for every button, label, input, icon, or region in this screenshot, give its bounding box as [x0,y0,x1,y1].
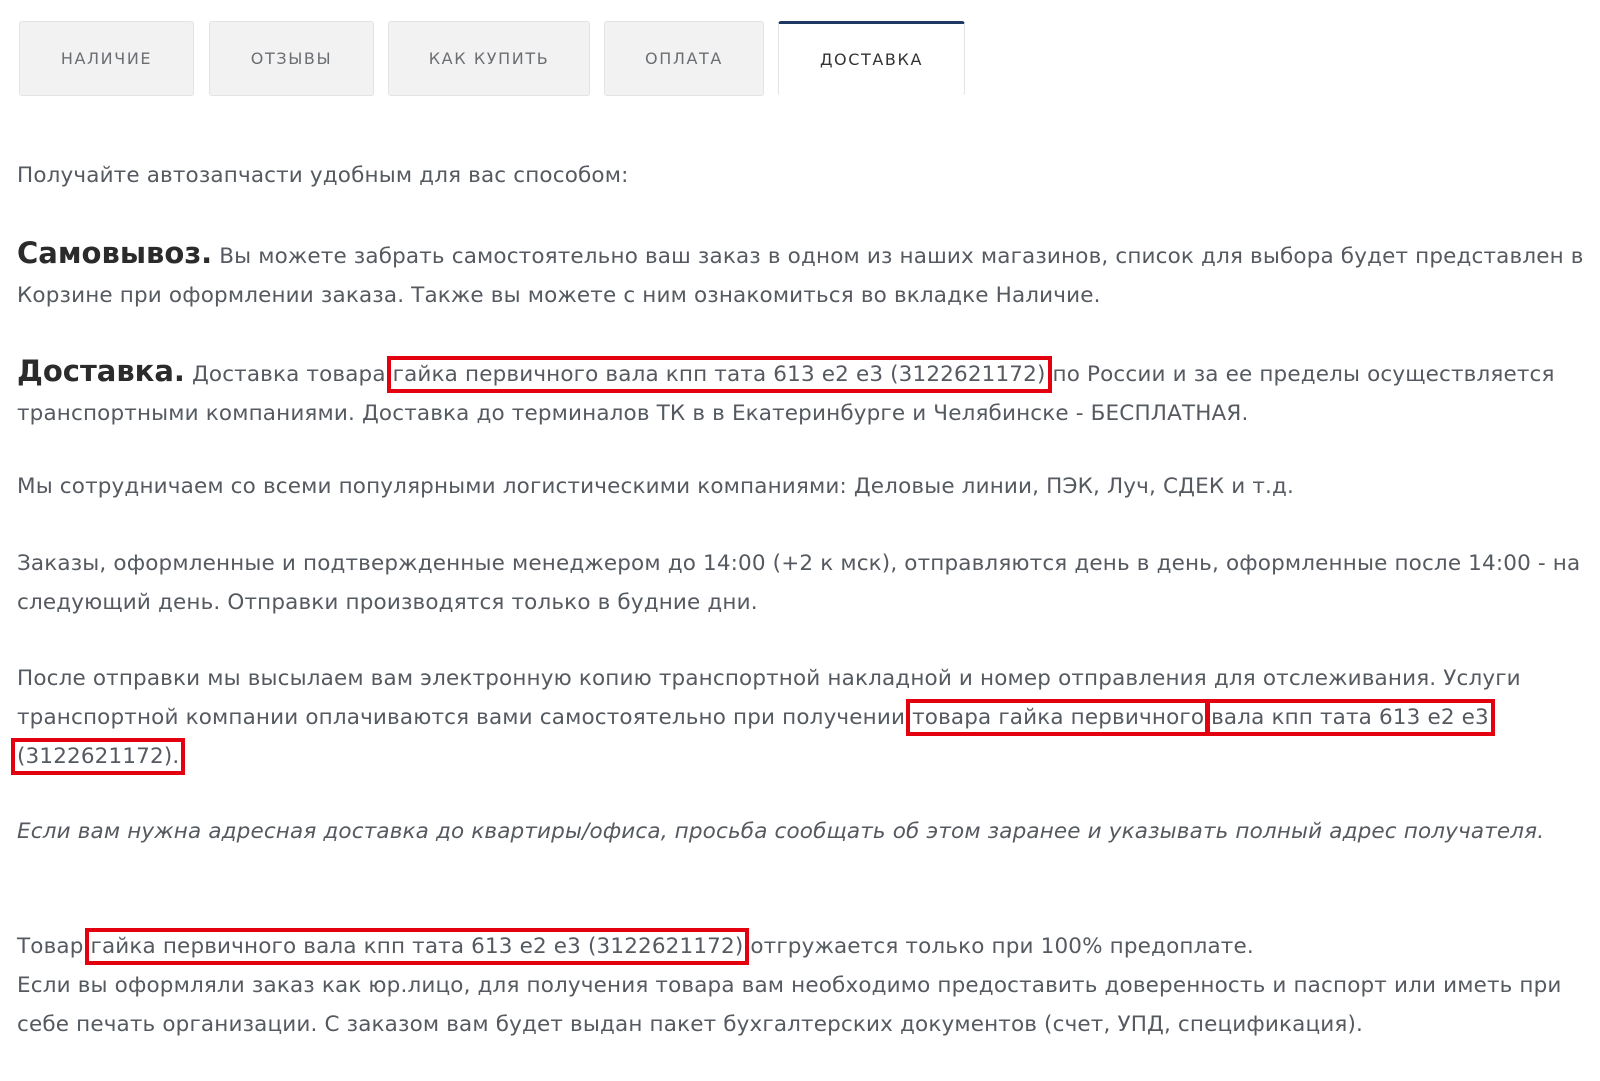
delivery-text-after: по России и за ее пределы осуществляется транспортными компаниями. Доставка до терминалов ТК в в Екатеринбурге и Челябинске - БЕСПЛАТНАЯ. [17,362,1555,426]
pickup-title: Самовывоз. [17,236,213,270]
delivery-product-highlight: гайка первичного вала кпп тата 613 е2 е3 (3122621172) [392,362,1046,387]
pickup-paragraph [17,234,1592,315]
after-shipping-text: После отправки мы высылаем вам электронную копию транспортной накладной и номер отправления для отслеживания. Услуги транспортной компании оплачиваются вами самостоятельно при получении [17,666,1521,730]
delivery-paragraph [17,352,1592,433]
prepayment-paragraph [17,927,1592,966]
partners-text: Мы сотрудничаем со всеми популярными логистическими компаниями: Деловые линии, ПЭК, Луч, СДЕК и т.д. [17,474,1295,499]
prepayment-product-highlight: гайка первичного вала кпп тата 613 е2 е3 (3122621172) [90,934,744,959]
legal-entity-text: Если вы оформляли заказ как юр.лицо, для получения товара вам необходимо предоставить доверенность и паспорт или иметь при себе печать организации. С заказом вам будет выдан пакет бухгалтерских документов (счет, УПД, спецификация). [17,973,1562,1037]
tab-reviews[interactable]: ОТЗЫВЫ [209,21,374,96]
address-delivery-note: Если вам нужна адресная доставка до квартиры/офиса, просьба сообщать об этом заранее и указывать полный адрес получателя. [17,819,1545,844]
pickup-text: Вы можете забрать самостоятельно ваш заказ в одном из наших магазинов, список для выбора будет представлен в Корзине при оформлении заказа. Также вы можете с ним ознакомиться во вкладке Наличие. [17,244,1584,308]
tab-how-to-buy[interactable]: КАК КУПИТЬ [388,21,590,96]
tab-payment[interactable]: ОПЛАТА [604,21,764,96]
after-shipping-paragraph [17,659,1592,776]
after-shipping-product-highlight-1: товара гайка первичного [912,705,1205,730]
after-shipping-product-highlight-2: вала кпп тата 613 е2 е3 (3122621172). [17,705,1489,769]
schedule-text: Заказы, оформленные и подтвержденные менеджером до 14:00 (+2 к мск), отправляются день в день, оформленные после 14:00 - на следующий день. Отправки производятся только в будние дни. [17,551,1581,615]
delivery-title: Доставка. [17,354,185,388]
delivery-text-before: Доставка товара [191,362,386,387]
tab-availability[interactable]: НАЛИЧИЕ [19,21,194,96]
intro-text: Получайте автозапчасти удобным для вас способом: [17,163,629,188]
tab-delivery[interactable]: ДОСТАВКА [778,21,965,96]
prepayment-text-after: отгружается только при 100% предоплате. [750,934,1254,959]
prepayment-text-before: Товар [17,934,84,959]
